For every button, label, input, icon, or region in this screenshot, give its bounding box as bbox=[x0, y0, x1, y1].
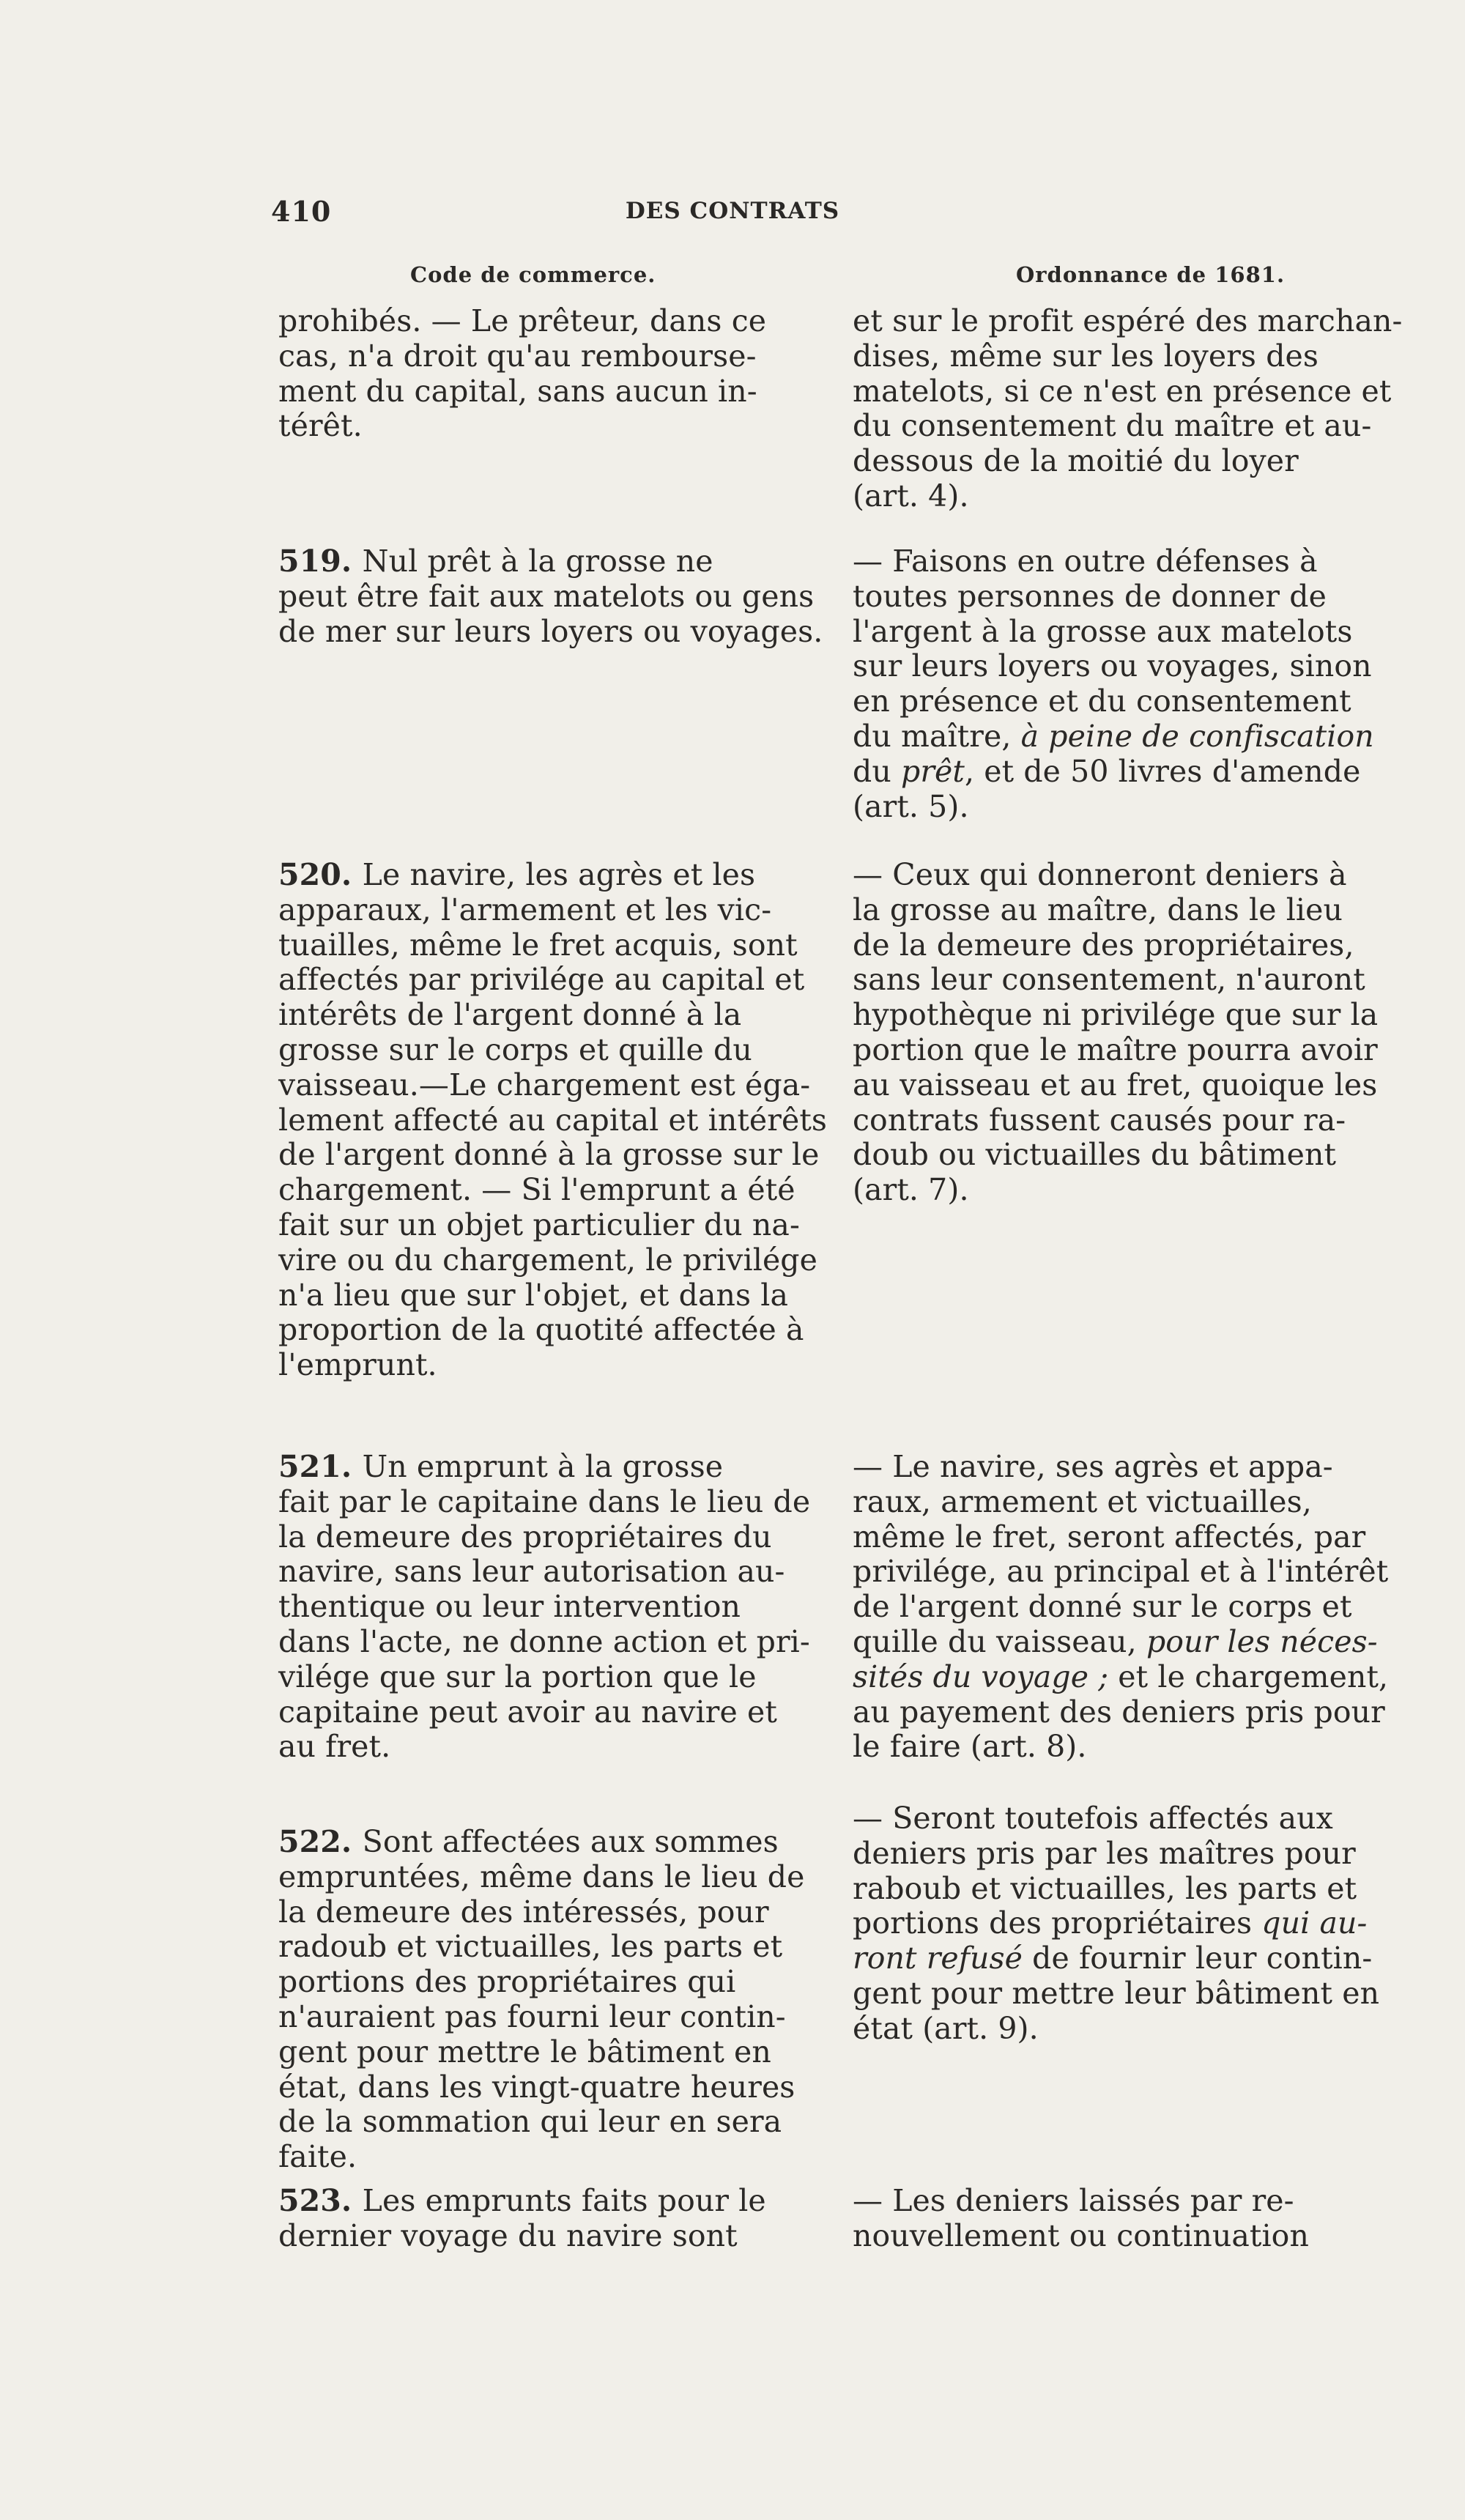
text-line: gent pour mettre leur bâtiment en bbox=[853, 1976, 1380, 2011]
text-line: capitaine peut avoir au navire et bbox=[278, 1694, 777, 1730]
text-line: ront refusé de fournir leur contin- bbox=[853, 1941, 1373, 1976]
article-number: 522. bbox=[278, 1824, 363, 1859]
text-line: raboub et victuailles, les parts et bbox=[853, 1871, 1357, 1906]
text-line: proportion de la quotité affectée à bbox=[278, 1312, 804, 1347]
text-line: dises, même sur les loyers des bbox=[853, 338, 1319, 374]
text-line: et sur le profit espéré des marchan- bbox=[853, 303, 1403, 338]
article-number: 521. bbox=[278, 1449, 363, 1484]
text-line: grosse sur le corps et quille du bbox=[278, 1032, 752, 1067]
text-line: de l'argent donné à la grosse sur le bbox=[278, 1137, 820, 1172]
text-line: n'auraient pas fourni leur contin- bbox=[278, 1999, 786, 2034]
text-line: l'emprunt. bbox=[278, 1347, 437, 1382]
text-line: — Les deniers laissés par re- bbox=[853, 2183, 1294, 2218]
text-line: affectés par privilége au capital et bbox=[278, 962, 805, 997]
text-line: dernier voyage du navire sont bbox=[278, 2218, 738, 2253]
page-number: 410 bbox=[271, 195, 332, 228]
text-line: portions des propriétaires qui bbox=[278, 1964, 736, 1999]
text-line: térêt. bbox=[278, 408, 363, 443]
text-line: peut être fait aux matelots ou gens bbox=[278, 579, 815, 614]
text-line: matelots, si ce n'est en présence et bbox=[853, 374, 1392, 409]
text-line: — Seront toutefois affectés aux bbox=[853, 1801, 1333, 1836]
text-line: sans leur consentement, n'auront bbox=[853, 962, 1365, 997]
text-line: état, dans les vingt-quatre heures bbox=[278, 2069, 795, 2105]
text-line: le faire (art. 8). bbox=[853, 1729, 1087, 1764]
text-line: lement affecté au capital et intérêts bbox=[278, 1102, 828, 1138]
book-page: 410 DES CONTRATS Code de commerce. Ordonnance de 1681. prohibés. — Le prêteur, dans ce cas, n'a droit qu'au rembourse- ment du capital, sans aucun in- térêt. 519. Nul prêt à la grosse ne peut être fait aux matelots ou gens de mer sur leurs loyers ou voyages. 520. Le navire, les agrès et les apparaux, l'armement et les vic- tuailles, même le fret acquis, sont affectés par privilége au capital et intérêts de l'argent donné à la grosse sur le corps et quille du vaisseau.—Le chargement est éga- lement affecté au capital et intérêts de l'argent donné à la grosse sur le chargement. — Si l'emprunt a été fait sur un objet particulier du na- vire ou du chargement, le privilége n'a lieu que sur l'objet, et dans la proportion de la quotité affectée à l'emprunt. 521. Un emprunt à la grosse fait par le capitaine dans le lieu de la demeure des propriétaires du navire, sans leur autorisation au- thentique ou leur intervention dans l'acte, ne donne action et pri- vilége que sur la portion que le capitaine peut avoir au navire et au fret. 522. Sont affectées aux sommes empruntées, même dans le lieu de la demeure des intéressés, pour radoub et victuailles, les parts et portions des propriétaires qui n'auraient pas fourni leur contin- gent pour mettre le bâtiment en état, dans les vingt-quatre heures de la sommation qui leur en sera faite. 523. Les emprunts faits pour le dernier voyage du navire sont et sur le profit espéré des marchan- dises, même sur les loyers des matelots, si ce n'est en présence et du consentement du maître et au- dessous de la moitié du loyer (art. 4). — Faisons en outre défenses à toutes personnes de donner de l'argent à la grosse aux matelots sur leurs loyers ou voyages, sinon en présence et du consentement du maître, à peine de confiscation du prêt, et de 50 livres d'amende (art. 5). — Ceux qui donneront deniers à la grosse au maître, dans le lieu de la demeure des propriétaires, sans leur consentement, n'auront hypothèque ni privilége que sur la portion que le maître pourra avoir au vaisseau et au fret, quoique les contrats fussent causés pour ra- doub ou victuailles du bâtiment (art. 7). — Le navire, ses agrès et appa- raux, armement et victuailles, même le fret, seront affectés, par privilége, au principal et à l'intérêt de l'argent donné sur le corps et quille du vaisseau, pour les néces- sités du voyage ; et le chargement, au payement des deniers pris pour le faire (art. 8). — Seront toutefois affectés aux deniers pris par les maîtres pour raboub et victuailles, les parts et portions des propriétaires qui au- ront refusé de fournir leur contin- gent pour mettre leur bâtiment en état (art. 9). — Les deniers laissés par re- nouvellement ou continuation bbox=[271, 195, 1403, 2253]
text-line: vaisseau.—Le chargement est éga- bbox=[278, 1067, 811, 1102]
text-line: intérêts de l'argent donné à la bbox=[278, 997, 742, 1032]
right-column-title: Ordonnance de 1681. bbox=[1016, 262, 1286, 287]
text-line: prohibés. — Le prêteur, dans ce bbox=[278, 303, 767, 338]
text-line: sur leurs loyers ou voyages, sinon bbox=[853, 648, 1372, 683]
italic-phrase: à peine de confiscation bbox=[1020, 719, 1374, 754]
text-line: 523. Les emprunts faits pour le bbox=[278, 2183, 766, 2218]
text-line: (art. 5). bbox=[853, 789, 969, 824]
text-line: même le fret, seront affectés, par bbox=[853, 1519, 1366, 1554]
text-line: dans l'acte, ne donne action et pri- bbox=[278, 1624, 810, 1659]
text-line: vire ou du chargement, le privilége bbox=[278, 1242, 818, 1278]
text-line: du consentement du maître et au- bbox=[853, 408, 1372, 443]
text-line: état (art. 9). bbox=[853, 2011, 1039, 2046]
text-line: au payement des deniers pris pour bbox=[853, 1694, 1385, 1730]
text-line: vilége que sur la portion que le bbox=[278, 1659, 757, 1694]
text-line: portions des propriétaires qui au- bbox=[853, 1905, 1368, 1941]
text-line: nouvellement ou continuation bbox=[853, 2218, 1309, 2253]
text-line: fait par le capitaine dans le lieu de bbox=[278, 1484, 811, 1519]
text-line: — Ceux qui donneront deniers à bbox=[853, 857, 1347, 892]
italic-phrase: qui au- bbox=[1261, 1905, 1368, 1941]
text-line: — Le navire, ses agrès et appa- bbox=[853, 1449, 1333, 1484]
text-line: 522. Sont affectées aux sommes bbox=[278, 1824, 779, 1859]
italic-phrase: sités du voyage ; bbox=[853, 1659, 1109, 1694]
text-line: gent pour mettre le bâtiment en bbox=[278, 2034, 771, 2069]
italic-phrase: ront refusé bbox=[853, 1941, 1023, 1976]
text-line: du maître, à peine de confiscation bbox=[853, 719, 1374, 754]
text-line: cas, n'a droit qu'au rembourse- bbox=[278, 338, 757, 374]
text-line: au fret. bbox=[278, 1729, 391, 1764]
text-line: thentique ou leur intervention bbox=[278, 1589, 741, 1624]
text-line: empruntées, même dans le lieu de bbox=[278, 1859, 805, 1894]
text-line: navire, sans leur autorisation au- bbox=[278, 1554, 785, 1589]
text-line: radoub et victuailles, les parts et bbox=[278, 1929, 783, 1964]
text-line: faite. bbox=[278, 2139, 357, 2174]
text-line: de l'argent donné sur le corps et bbox=[853, 1589, 1352, 1624]
text-line: de la sommation qui leur en sera bbox=[278, 2104, 782, 2139]
text-line: du prêt, et de 50 livres d'amende bbox=[853, 754, 1361, 789]
text-line: 520. Le navire, les agrès et les bbox=[278, 857, 756, 892]
text-line: (art. 7). bbox=[853, 1172, 969, 1207]
text-line: tuailles, même le fret acquis, sont bbox=[278, 927, 798, 963]
text-line: en présence et du consentement bbox=[853, 683, 1351, 719]
text-line: raux, armement et victuailles, bbox=[853, 1484, 1312, 1519]
text-line: ment du capital, sans aucun in- bbox=[278, 374, 757, 409]
text-line: fait sur un objet particulier du na- bbox=[278, 1207, 800, 1242]
text-line: de la demeure des propriétaires, bbox=[853, 927, 1354, 963]
text-line: la demeure des propriétaires du bbox=[278, 1519, 772, 1554]
text-line: — Faisons en outre défenses à bbox=[853, 544, 1318, 579]
text-line: 519. Nul prêt à la grosse ne bbox=[278, 544, 713, 579]
text-line: toutes personnes de donner de bbox=[853, 579, 1327, 614]
text-line: chargement. — Si l'emprunt a été bbox=[278, 1172, 795, 1207]
left-column-title: Code de commerce. bbox=[410, 262, 656, 287]
text-line: sités du voyage ; et le chargement, bbox=[853, 1659, 1389, 1694]
article-number: 520. bbox=[278, 857, 363, 892]
italic-phrase: prêt bbox=[900, 754, 965, 789]
text-line: deniers pris par les maîtres pour bbox=[853, 1836, 1356, 1871]
italic-phrase: pour les néces- bbox=[1146, 1624, 1378, 1659]
text-line: apparaux, l'armement et les vic- bbox=[278, 892, 772, 927]
text-line: doub ou victuailles du bâtiment bbox=[853, 1137, 1337, 1172]
text-line: l'argent à la grosse aux matelots bbox=[853, 614, 1353, 649]
text-line: (art. 4). bbox=[853, 478, 969, 514]
text-line: n'a lieu que sur l'objet, et dans la bbox=[278, 1278, 789, 1313]
text-line: la demeure des intéressés, pour bbox=[278, 1894, 769, 1930]
text-line: quille du vaisseau, pour les néces- bbox=[853, 1624, 1378, 1659]
article-number: 519. bbox=[278, 544, 363, 579]
text-line: au vaisseau et au fret, quoique les bbox=[853, 1067, 1378, 1102]
text-line: dessous de la moitié du loyer bbox=[853, 443, 1299, 478]
text-line: privilége, au principal et à l'intérêt bbox=[853, 1554, 1389, 1589]
text-line: 521. Un emprunt à la grosse bbox=[278, 1449, 724, 1484]
article-number: 523. bbox=[278, 2183, 363, 2218]
text-line: la grosse au maître, dans le lieu bbox=[853, 892, 1343, 927]
text-line: contrats fussent causés pour ra- bbox=[853, 1102, 1346, 1138]
text-line: de mer sur leurs loyers ou voyages. bbox=[278, 614, 823, 649]
text-line: hypothèque ni privilége que sur la bbox=[853, 997, 1379, 1032]
text-line: portion que le maître pourra avoir bbox=[853, 1032, 1378, 1067]
